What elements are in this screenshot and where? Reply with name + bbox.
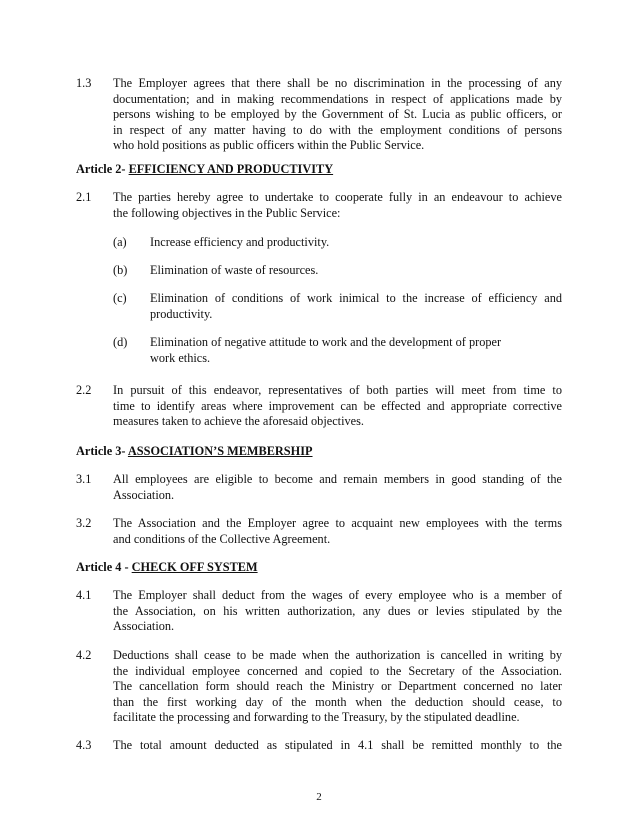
item-label: (c): [113, 291, 127, 305]
clause-number: 1.3: [76, 76, 92, 90]
text-line: the Association, on his written authorization, any dues or levies stipulated by the: [113, 603, 562, 618]
clause-2-1-text: [113, 190, 562, 221]
clause-number: 4.2: [76, 648, 92, 662]
clause-4-3-text: [113, 738, 562, 754]
clause-number: 4.1: [76, 588, 92, 602]
text-line: documentation; and in making recommendations in respect of applications made by: [113, 91, 562, 106]
text-line: and conditions of the Collective Agreement.: [113, 531, 331, 546]
item-label: (b): [113, 263, 128, 277]
item-text: [150, 263, 562, 279]
text-line: Elimination of waste of resources.: [150, 263, 319, 277]
text-line: productivity.: [150, 306, 213, 321]
item-text: [150, 291, 562, 322]
article-3-heading: [76, 444, 313, 460]
article-2-heading: [76, 162, 333, 178]
text-line: The cancellation form should reach the Ministry or Department concerned no later: [113, 679, 562, 694]
text-line: persons wishing to be employed by the Government of St. Lucia as public officers, or: [113, 107, 562, 122]
item-text: [150, 235, 562, 251]
text-line: the following objectives in the Public Service:: [113, 205, 341, 220]
clause-number: 3.2: [76, 516, 92, 530]
text-line: The parties hereby agree to undertake to cooperate fully in an endeavour to achieve: [113, 190, 562, 204]
text-line: who hold positions as public officers within the Public Service.: [113, 138, 425, 153]
clause-3-2-text: [113, 516, 562, 547]
clause-1-3-text: [113, 76, 562, 154]
text-line: work ethics.: [150, 350, 211, 365]
text-line: Elimination of conditions of work inimical to the increase of efficiency and: [150, 291, 562, 305]
text-line: In pursuit of this endeavor, representatives of both parties will meet from time to: [113, 383, 562, 397]
text-line: The total amount deducted as stipulated in 4.1 shall be remitted monthly to the: [113, 738, 562, 752]
text-line: in respect of any matter having to do with the employment conditions of persons: [113, 122, 562, 137]
text-line: time to identify areas where improvement can be effected and appropriate corrective: [113, 398, 562, 413]
clause-number: 2.1: [76, 190, 92, 204]
text-line: Deductions shall cease to be made when the authorization is cancelled in writing by: [113, 648, 562, 662]
text-line: than the first working day of the month when the deduction should cease, to: [113, 694, 562, 709]
article-prefix: Article 3-: [76, 444, 128, 458]
clause-number: 2.2: [76, 383, 92, 397]
clause-4-2-text: [113, 648, 562, 726]
article-title: CHECK OFF SYSTEM: [131, 560, 258, 574]
text-line: The Employer shall deduct from the wages of every employee who is a member of: [113, 588, 562, 602]
text-line: facilitate the processing and forwarding to the Treasury, by the stipulated deadline.: [113, 710, 520, 725]
text-line: Association.: [113, 487, 175, 502]
item-label: (d): [113, 335, 128, 349]
text-line: The Employer agrees that there shall be no discrimination in the processing of any: [113, 76, 562, 90]
article-title: ASSOCIATION’S MEMBERSHIP: [127, 444, 313, 458]
article-4-heading: [76, 560, 258, 576]
page-number: 2: [316, 791, 322, 803]
text-line: Association.: [113, 619, 175, 634]
item-text: [150, 335, 545, 366]
article-prefix: Article 4 -: [76, 560, 132, 574]
clause-2-2-text: [113, 383, 562, 430]
text-line: The Association and the Employer agree to acquaint new employees with the terms: [113, 516, 562, 530]
item-label: (a): [113, 235, 127, 249]
text-line: measures taken to achieve the aforesaid objectives.: [113, 414, 364, 429]
clause-number: 4.3: [76, 738, 92, 752]
text-line: All employees are eligible to become and remain members in good standing of the: [113, 472, 562, 486]
text-line: Elimination of negative attitude to work and the development of proper: [150, 335, 502, 349]
clause-4-1-text: [113, 588, 562, 635]
text-line: the individual employee concerned and copied to the Secretary of the Association.: [113, 663, 562, 678]
clause-number: 3.1: [76, 472, 92, 486]
article-prefix: Article 2-: [76, 162, 129, 176]
article-title: EFFICIENCY AND PRODUCTIVITY: [128, 162, 334, 176]
text-line: Increase efficiency and productivity.: [150, 235, 330, 249]
clause-3-1-text: [113, 472, 562, 503]
